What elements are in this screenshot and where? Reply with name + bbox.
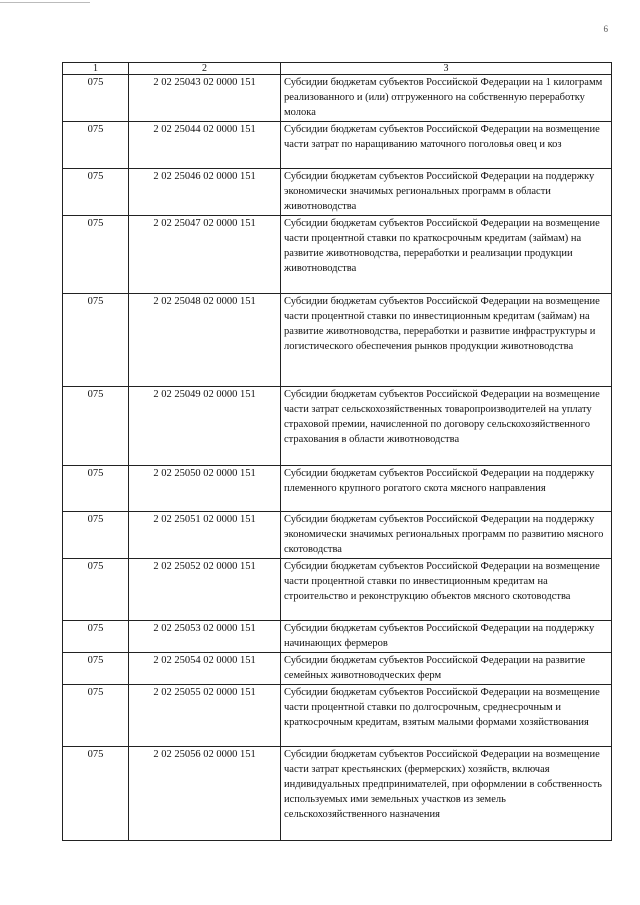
table-row [63, 685, 612, 747]
kbk-code-cell: 2 02 25050 02 0000 151 [129, 466, 281, 512]
kbk-code-cell: 2 02 25051 02 0000 151 [129, 512, 281, 559]
table-row [63, 216, 612, 294]
revenue-name-cell: Субсидии бюджетам субъектов Российской Федерации на возмещение части процентной ставки по краткосрочным кредитам (займам) на развитие животноводства, переработки и реализации продукции животноводства [281, 216, 612, 294]
table-row [63, 621, 612, 653]
revenue-name-cell: Субсидии бюджетам субъектов Российской Федерации на возмещение части процентной ставки по долгосрочным, среднесрочным и краткосрочным кредитам, взятым малыми формами хозяйствования [281, 685, 612, 747]
revenue-name-cell: Субсидии бюджетам субъектов Российской Федерации на возмещение части затрат по наращиванию маточного поголовья овец и коз [281, 122, 612, 169]
admin-code-cell: 075 [63, 216, 129, 294]
kbk-code-cell: 2 02 25049 02 0000 151 [129, 387, 281, 466]
kbk-code-cell: 2 02 25047 02 0000 151 [129, 216, 281, 294]
revenue-name-cell: Субсидии бюджетам субъектов Российской Федерации на поддержку экономически значимых региональных программ по развитию мясного скотоводства [281, 512, 612, 559]
admin-code-cell: 075 [63, 466, 129, 512]
admin-code-cell: 075 [63, 122, 129, 169]
kbk-code-cell: 2 02 25056 02 0000 151 [129, 747, 281, 841]
kbk-code-cell: 2 02 25048 02 0000 151 [129, 294, 281, 387]
revenue-name-cell: Субсидии бюджетам субъектов Российской Федерации на развитие семейных животноводческих ферм [281, 653, 612, 685]
revenue-name-cell: Субсидии бюджетам субъектов Российской Федерации на поддержку племенного крупного рогатого скота мясного направления [281, 466, 612, 512]
kbk-code-cell: 2 02 25052 02 0000 151 [129, 559, 281, 621]
revenue-name-cell: Субсидии бюджетам субъектов Российской Федерации на 1 килограмм реализованного и (или) отгруженного на собственную переработку молока [281, 75, 612, 122]
header-col-2: 2 [129, 63, 281, 75]
kbk-code-cell: 2 02 25055 02 0000 151 [129, 685, 281, 747]
admin-code-cell: 075 [63, 747, 129, 841]
admin-code-cell: 075 [63, 512, 129, 559]
admin-code-cell: 075 [63, 621, 129, 653]
revenue-name-cell: Субсидии бюджетам субъектов Российской Федерации на возмещение части затрат сельскохозяйственных товаропроизводителей на уплату страховой премии, начисленной по договору сельскохозяйственного страхования в области животноводства [281, 387, 612, 466]
header-col-1: 1 [63, 63, 129, 75]
kbk-code-cell: 2 02 25043 02 0000 151 [129, 75, 281, 122]
admin-code-cell: 075 [63, 559, 129, 621]
revenue-name-cell: Субсидии бюджетам субъектов Российской Федерации на поддержку экономически значимых региональных программ в области животноводства [281, 169, 612, 216]
header-row [63, 63, 612, 75]
table-row [63, 747, 612, 841]
revenue-name-cell: Субсидии бюджетам субъектов Российской Федерации на поддержку начинающих фермеров [281, 621, 612, 653]
table-row [63, 653, 612, 685]
table-row [63, 122, 612, 169]
admin-code-cell: 075 [63, 685, 129, 747]
admin-code-cell: 075 [63, 387, 129, 466]
revenue-name-cell: Субсидии бюджетам субъектов Российской Федерации на возмещение части процентной ставки по инвестиционным кредитам на строительство и реконструкцию объектов мясного скотоводства [281, 559, 612, 621]
revenue-name-cell: Субсидии бюджетам субъектов Российской Федерации на возмещение части затрат крестьянских (фермерских) хозяйств, включая индивидуальных предпринимателей, при оформлении в собственность используемых ими земельных участков из земель сельскохозяйственного назначения [281, 747, 612, 841]
page-number: 6 [603, 24, 608, 34]
table-row [63, 387, 612, 466]
kbk-code-cell: 2 02 25044 02 0000 151 [129, 122, 281, 169]
table-row [63, 294, 612, 387]
table-row [63, 466, 612, 512]
revenue-name-cell: Субсидии бюджетам субъектов Российской Федерации на возмещение части процентной ставки по инвестиционным кредитам (займам) на развитие животноводства, переработки и развитие инфраструктуры и логистического обеспечения рынков продукции животноводства [281, 294, 612, 387]
admin-code-cell: 075 [63, 169, 129, 216]
admin-code-cell: 075 [63, 75, 129, 122]
scan-edge-line [0, 2, 90, 3]
kbk-code-cell: 2 02 25054 02 0000 151 [129, 653, 281, 685]
header-col-3: 3 [281, 63, 612, 75]
admin-code-cell: 075 [63, 653, 129, 685]
kbk-code-cell: 2 02 25053 02 0000 151 [129, 621, 281, 653]
budget-classification-table [62, 62, 612, 841]
kbk-code-cell: 2 02 25046 02 0000 151 [129, 169, 281, 216]
table-row [63, 559, 612, 621]
table-row [63, 169, 612, 216]
table-row [63, 512, 612, 559]
table-row [63, 75, 612, 122]
admin-code-cell: 075 [63, 294, 129, 387]
